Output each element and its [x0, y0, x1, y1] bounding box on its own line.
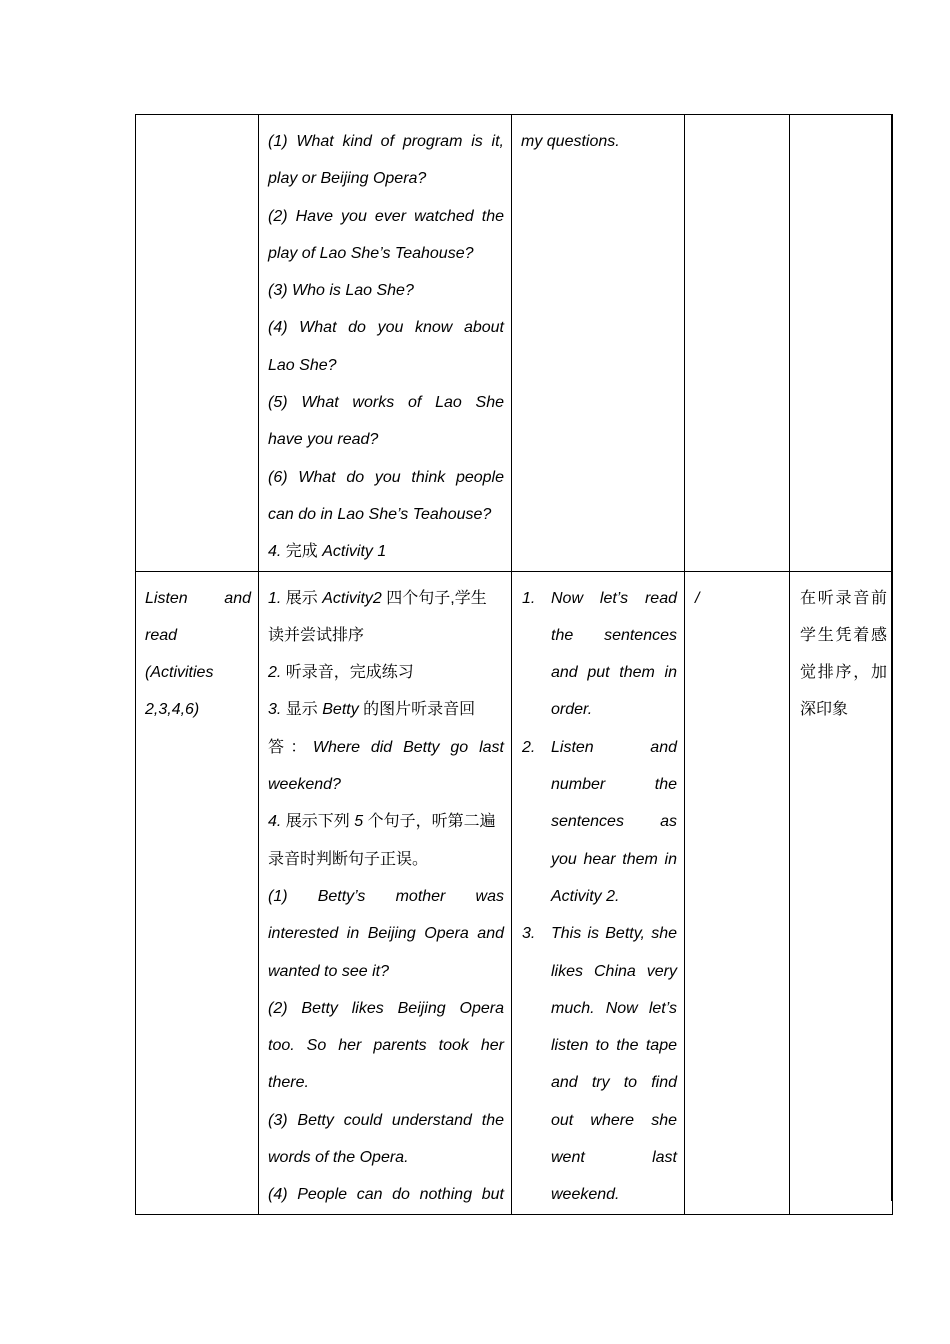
- question-line: play of Lao She’s Teahouse?: [268, 244, 474, 262]
- question-line: (4) What do you know about: [268, 319, 504, 337]
- question-line: play or Beijing Opera?: [268, 170, 427, 188]
- purpose-line: 在听录音前: [800, 589, 887, 607]
- instruction-line: [268, 803, 504, 840]
- instruction-line: [268, 580, 504, 617]
- question-line: (2) Have you ever watched the: [268, 207, 504, 225]
- sentence-line: (3) Betty could understand the: [268, 1111, 504, 1129]
- sentence-line: words of the Opera.: [268, 1149, 409, 1167]
- step-name-line: Listen and: [145, 589, 251, 607]
- instruction-line: [268, 617, 504, 654]
- text-run: 展示: [285, 589, 323, 607]
- step-name-line: 2,3,4,6): [145, 701, 200, 719]
- question-line: (3) Who is Lao She?: [268, 282, 414, 300]
- step-line: much. Now let’s: [551, 999, 677, 1017]
- sentence-line: (4) People can do nothing but: [268, 1186, 504, 1204]
- text-run: Activity2: [322, 589, 382, 607]
- list-item: [522, 729, 677, 915]
- text-run: 显示: [285, 701, 323, 719]
- list-text: [551, 915, 677, 1213]
- step-name: [136, 115, 258, 123]
- instruction-line: [268, 766, 504, 803]
- instruction-line: [268, 729, 504, 766]
- step-line: Activity 2.: [551, 887, 620, 905]
- purpose-line: 觉排序，加: [800, 664, 887, 682]
- step-cell: [136, 571, 259, 1214]
- step-line: went last: [551, 1149, 677, 1167]
- step-line: number the: [551, 776, 677, 794]
- list-text: [551, 580, 677, 729]
- student-activity-cell: [512, 115, 685, 572]
- step-name-line: (Activities: [145, 664, 214, 682]
- text-run: 录音时判断句子正误。: [268, 850, 429, 868]
- teacher-activity-text: [259, 115, 511, 571]
- list-text: [551, 729, 677, 915]
- list-number: 2.: [522, 738, 536, 756]
- step-name-line: read: [145, 626, 178, 644]
- purpose-cell: [790, 571, 893, 1214]
- text-run: Where did Betty go last: [312, 738, 504, 756]
- sentence-line: wanted to see it?: [268, 962, 389, 980]
- step-line: out where she: [551, 1111, 677, 1129]
- list-item: [522, 915, 677, 1213]
- step-line: weekend.: [551, 1186, 620, 1204]
- student-steps-list: [522, 580, 677, 1214]
- list-item: [522, 580, 677, 729]
- instruction-line: [268, 654, 504, 691]
- question-line: (1) What kind of program is it,: [268, 133, 504, 150]
- student-activity-text: my questions.: [521, 133, 620, 150]
- media-text: [685, 115, 789, 123]
- step-line: listen to the tape: [551, 1037, 677, 1055]
- step-line: order.: [551, 701, 593, 719]
- list-number: 3.: [522, 925, 536, 943]
- text-run: 4.: [268, 813, 286, 831]
- step-line: and try to find: [551, 1074, 677, 1092]
- text-run: 4.: [268, 543, 286, 561]
- step-line: likes China very: [551, 962, 677, 980]
- media-cell: [685, 115, 790, 572]
- teacher-activity-cell: [259, 115, 512, 572]
- instruction-line: [268, 691, 504, 728]
- table-row: [136, 115, 893, 572]
- text-run: 答：: [268, 738, 313, 756]
- activity-line: [268, 533, 504, 570]
- question-line: can do in Lao She’s Teahouse?: [268, 505, 492, 523]
- purpose-cell: [790, 115, 893, 572]
- lesson-plan-table: [135, 114, 893, 1215]
- sentence-line: there.: [268, 1074, 309, 1092]
- step-name: [136, 572, 258, 729]
- text-run: Activity 1: [317, 543, 387, 561]
- text-run: 3.: [268, 701, 286, 719]
- table-row: [136, 571, 893, 1214]
- step-line: Listen and: [551, 738, 677, 756]
- step-cell: [136, 115, 259, 572]
- step-line: Now let’s read: [551, 589, 677, 607]
- text-run: 四个句子,学生: [381, 589, 487, 607]
- student-activity-cell: [512, 571, 685, 1214]
- text-run: 的图片听录音回: [358, 701, 476, 719]
- instruction-line: [268, 841, 504, 878]
- text-run: 2.: [268, 664, 286, 682]
- sentence-line: (2) Betty likes Beijing Opera: [268, 999, 504, 1017]
- text-run: 听录音，完成练习: [285, 664, 414, 682]
- media-cell: [685, 571, 790, 1214]
- purpose-line: 学生凭着感: [800, 626, 887, 644]
- teacher-activity-text: [259, 572, 511, 1214]
- media-text: /: [695, 589, 700, 607]
- sentence-line: (1) Betty’s mother was: [268, 887, 504, 905]
- text-run: Betty: [322, 701, 359, 719]
- text-run: 展示下列: [285, 813, 355, 831]
- teacher-activity-cell: [259, 571, 512, 1214]
- table-outer-border: [891, 114, 892, 1201]
- step-line: This is Betty, she: [551, 925, 677, 943]
- question-line: Lao She?: [268, 356, 337, 374]
- text-run: weekend?: [268, 776, 341, 794]
- step-line: and put them in: [551, 664, 677, 682]
- question-line: have you read?: [268, 431, 379, 449]
- purpose-text: [790, 572, 892, 729]
- question-line: (5) What works of Lao She: [268, 394, 504, 412]
- purpose-line: 深印象: [800, 701, 849, 719]
- sentence-line: too. So her parents took her: [268, 1037, 504, 1055]
- sentence-line: interested in Beijing Opera and: [268, 925, 504, 943]
- text-run: 个句子，听第二遍: [363, 813, 496, 831]
- step-line: you hear them in: [551, 850, 677, 868]
- list-number: 1.: [522, 589, 536, 607]
- text-run: 1.: [268, 589, 286, 607]
- text-run: 5: [354, 813, 364, 831]
- step-line: sentences as: [551, 813, 677, 831]
- purpose-text: [790, 115, 892, 123]
- question-line: (6) What do you think people: [268, 468, 504, 486]
- step-line: the sentences: [551, 626, 677, 644]
- text-run: 完成: [285, 543, 318, 561]
- text-run: 读并尝试排序: [268, 626, 365, 644]
